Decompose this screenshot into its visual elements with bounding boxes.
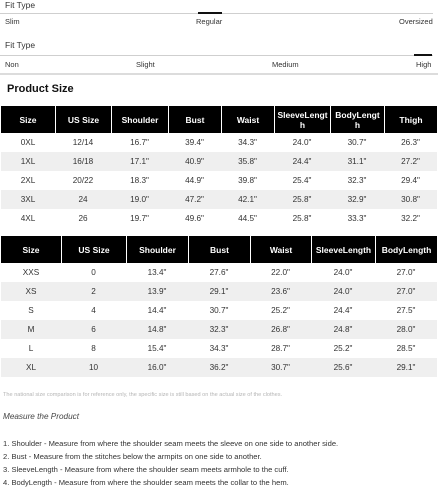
table-row xyxy=(1,190,437,209)
stretch-option-non: Non xyxy=(5,60,19,69)
cell-thigh: 26.3" xyxy=(401,138,420,147)
cell-sleeve-length: 24.8" xyxy=(311,320,375,339)
cell-waist: 26.8" xyxy=(250,320,311,339)
cell-bust: 47.2" xyxy=(168,190,221,209)
cell-body-length: 27.5" xyxy=(396,306,416,315)
cell-size: 1XL xyxy=(1,152,55,171)
cell-size: XXS xyxy=(22,268,40,277)
cell-body-length: 27.0" xyxy=(396,268,416,277)
table-row xyxy=(1,320,437,339)
cell-bust: 39.4" xyxy=(185,138,204,147)
header-shoulder: Shoulder xyxy=(111,106,168,133)
cell-shoulder: 13.4" xyxy=(147,268,167,277)
cell-bust: 34.3" xyxy=(209,344,229,353)
cell-size: L xyxy=(28,344,34,353)
cell-shoulder: 18.3" xyxy=(130,176,149,185)
cell-body-length: 30.7" xyxy=(347,138,367,147)
cell-shoulder: 13.9" xyxy=(126,282,188,301)
measure-title: Measure the Product xyxy=(3,412,80,421)
cell-us-size: 12/14 xyxy=(72,138,94,147)
cell-size: XS xyxy=(1,282,61,301)
cell-size: 4XL xyxy=(20,214,36,223)
cell-bust: 36.2" xyxy=(188,358,250,377)
table-row xyxy=(1,339,437,358)
stretch-type-label: Fit Type xyxy=(5,40,36,50)
cell-size: 0XL xyxy=(20,138,36,147)
cell-waist: 35.8" xyxy=(221,152,274,171)
cell-body-length: 32.9" xyxy=(330,190,384,209)
cell-thigh: 27.2" xyxy=(384,152,437,171)
cell-sleeve-length: 25.4" xyxy=(292,176,312,185)
cell-us-size: 20/22 xyxy=(72,176,94,185)
table-row xyxy=(1,301,437,320)
cell-shoulder: 19.7" xyxy=(130,214,149,223)
table-row xyxy=(1,209,437,228)
header-body-length: BodyLength xyxy=(375,236,437,263)
cell-sleeve-length: 25.2" xyxy=(333,344,353,353)
cell-body-length: 29.1" xyxy=(375,358,437,377)
cell-sleeve-length: 24.0" xyxy=(311,282,375,301)
cell-us-size: 10 xyxy=(61,358,126,377)
cell-bust: 40.9" xyxy=(168,152,221,171)
header-shoulder: Shoulder xyxy=(126,236,188,263)
cell-shoulder: 19.0" xyxy=(111,190,168,209)
cell-bust: 30.7" xyxy=(209,306,229,315)
cell-size: S xyxy=(28,306,34,315)
header-body-length: BodyLength xyxy=(330,106,384,133)
cell-waist: 22.0" xyxy=(271,268,290,277)
measure-item-sleeve-length: 3. SleeveLength - Measure from where the shoulder seam meets armhole to the cuff. xyxy=(3,465,289,474)
cell-body-length: 32.3" xyxy=(347,176,367,185)
cell-shoulder: 17.1" xyxy=(111,152,168,171)
cell-body-length: 33.3" xyxy=(347,214,367,223)
table-row xyxy=(1,133,437,152)
stretch-option-medium: Medium xyxy=(272,60,299,69)
cell-body-length: 31.1" xyxy=(330,152,384,171)
cell-shoulder: 14.8" xyxy=(126,320,188,339)
cell-body-length: 27.0" xyxy=(375,282,437,301)
header-thigh: Thigh xyxy=(384,106,437,133)
cell-thigh: 29.4" xyxy=(401,176,420,185)
header-us-size: US Size xyxy=(55,106,111,133)
table-row xyxy=(1,171,437,190)
cell-waist: 30.7" xyxy=(250,358,311,377)
size-disclaimer-note: The national size comparison is for reference only, the specific size is still based on the actual size of the clothes. xyxy=(3,392,283,398)
cell-sleeve-length: 24.0" xyxy=(333,268,353,277)
cell-us-size: 8 xyxy=(91,344,96,353)
fit-type-label: Fit Type xyxy=(5,0,36,10)
table-row xyxy=(1,282,437,301)
cell-waist: 23.6" xyxy=(250,282,311,301)
cell-thigh: 30.8" xyxy=(384,190,437,209)
measure-item-body-length: 4. BodyLength - Measure from where the shoulder seam meets the collar to the hem. xyxy=(3,478,289,487)
cell-size: M xyxy=(1,320,61,339)
fit-option-oversized: Oversized xyxy=(399,17,433,26)
section-divider xyxy=(0,73,438,75)
measure-item-shoulder: 1. Shoulder - Measure from where the shoulder seam meets the sleeve on one side to another side. xyxy=(3,439,339,448)
cell-size: XL xyxy=(1,358,61,377)
cell-bust: 44.9" xyxy=(185,176,204,185)
cell-sleeve-length: 24.0" xyxy=(292,138,312,147)
cell-thigh: 32.2" xyxy=(401,214,420,223)
cell-waist: 28.7" xyxy=(271,344,290,353)
cell-body-length: 28.0" xyxy=(375,320,437,339)
product-size-title: Product Size xyxy=(7,83,74,95)
cell-shoulder: 15.4" xyxy=(147,344,167,353)
cell-sleeve-length: 24.4" xyxy=(274,152,330,171)
cell-sleeve-length: 25.8" xyxy=(274,190,330,209)
cell-us-size: 26 xyxy=(78,214,88,223)
cell-us-size: 2 xyxy=(61,282,126,301)
cell-bust: 32.3" xyxy=(188,320,250,339)
header-size: Size xyxy=(1,106,55,133)
cell-body-length: 28.5" xyxy=(396,344,416,353)
cell-size: 3XL xyxy=(1,190,55,209)
cell-sleeve-length: 25.6" xyxy=(311,358,375,377)
fit-option-regular: Regular xyxy=(196,17,223,26)
cell-sleeve-length: 24.4" xyxy=(333,306,353,315)
cell-shoulder: 14.4" xyxy=(147,306,167,315)
header-sleeve-length: SleeveLength xyxy=(274,106,330,133)
cell-waist: 25.2" xyxy=(271,306,290,315)
cell-us-size: 6 xyxy=(61,320,126,339)
header-waist: Waist xyxy=(250,236,311,263)
cell-bust: 29.1" xyxy=(188,282,250,301)
cell-shoulder: 16.0" xyxy=(126,358,188,377)
fit-option-slim: Slim xyxy=(5,17,20,26)
cell-bust: 49.6" xyxy=(185,214,204,223)
cell-sleeve-length: 25.8" xyxy=(292,214,312,223)
table-row xyxy=(1,152,437,171)
header-waist: Waist xyxy=(221,106,274,133)
stretch-option-slight: Slight xyxy=(136,60,155,69)
cell-us-size: 4 xyxy=(91,306,96,315)
header-size: Size xyxy=(1,236,61,263)
stretch-scale-selected-marker xyxy=(414,54,432,56)
size-table-plus xyxy=(1,106,437,228)
cell-waist: 42.1" xyxy=(221,190,274,209)
measure-item-bust: 2. Bust - Measure from the stitches below the armpits on one side to another. xyxy=(3,452,262,461)
cell-us-size: 16/18 xyxy=(55,152,111,171)
header-bust: Bust xyxy=(188,236,250,263)
header-us-size: US Size xyxy=(61,236,126,263)
cell-us-size: 24 xyxy=(55,190,111,209)
cell-bust: 27.6" xyxy=(209,268,229,277)
cell-size: 2XL xyxy=(20,176,36,185)
cell-waist: 39.8" xyxy=(238,176,257,185)
table-row xyxy=(1,263,437,282)
cell-waist: 34.3" xyxy=(238,138,257,147)
cell-waist: 44.5" xyxy=(238,214,257,223)
table-row xyxy=(1,358,437,377)
header-sleeve-length: SleeveLength xyxy=(311,236,375,263)
cell-shoulder: 16.7" xyxy=(130,138,149,147)
stretch-option-high: High xyxy=(416,60,432,69)
header-bust: Bust xyxy=(168,106,221,133)
size-table-standard xyxy=(1,236,437,377)
stretch-scale-line xyxy=(0,55,433,56)
fit-scale-selected-marker xyxy=(198,12,222,14)
cell-us-size: 0 xyxy=(91,268,96,277)
